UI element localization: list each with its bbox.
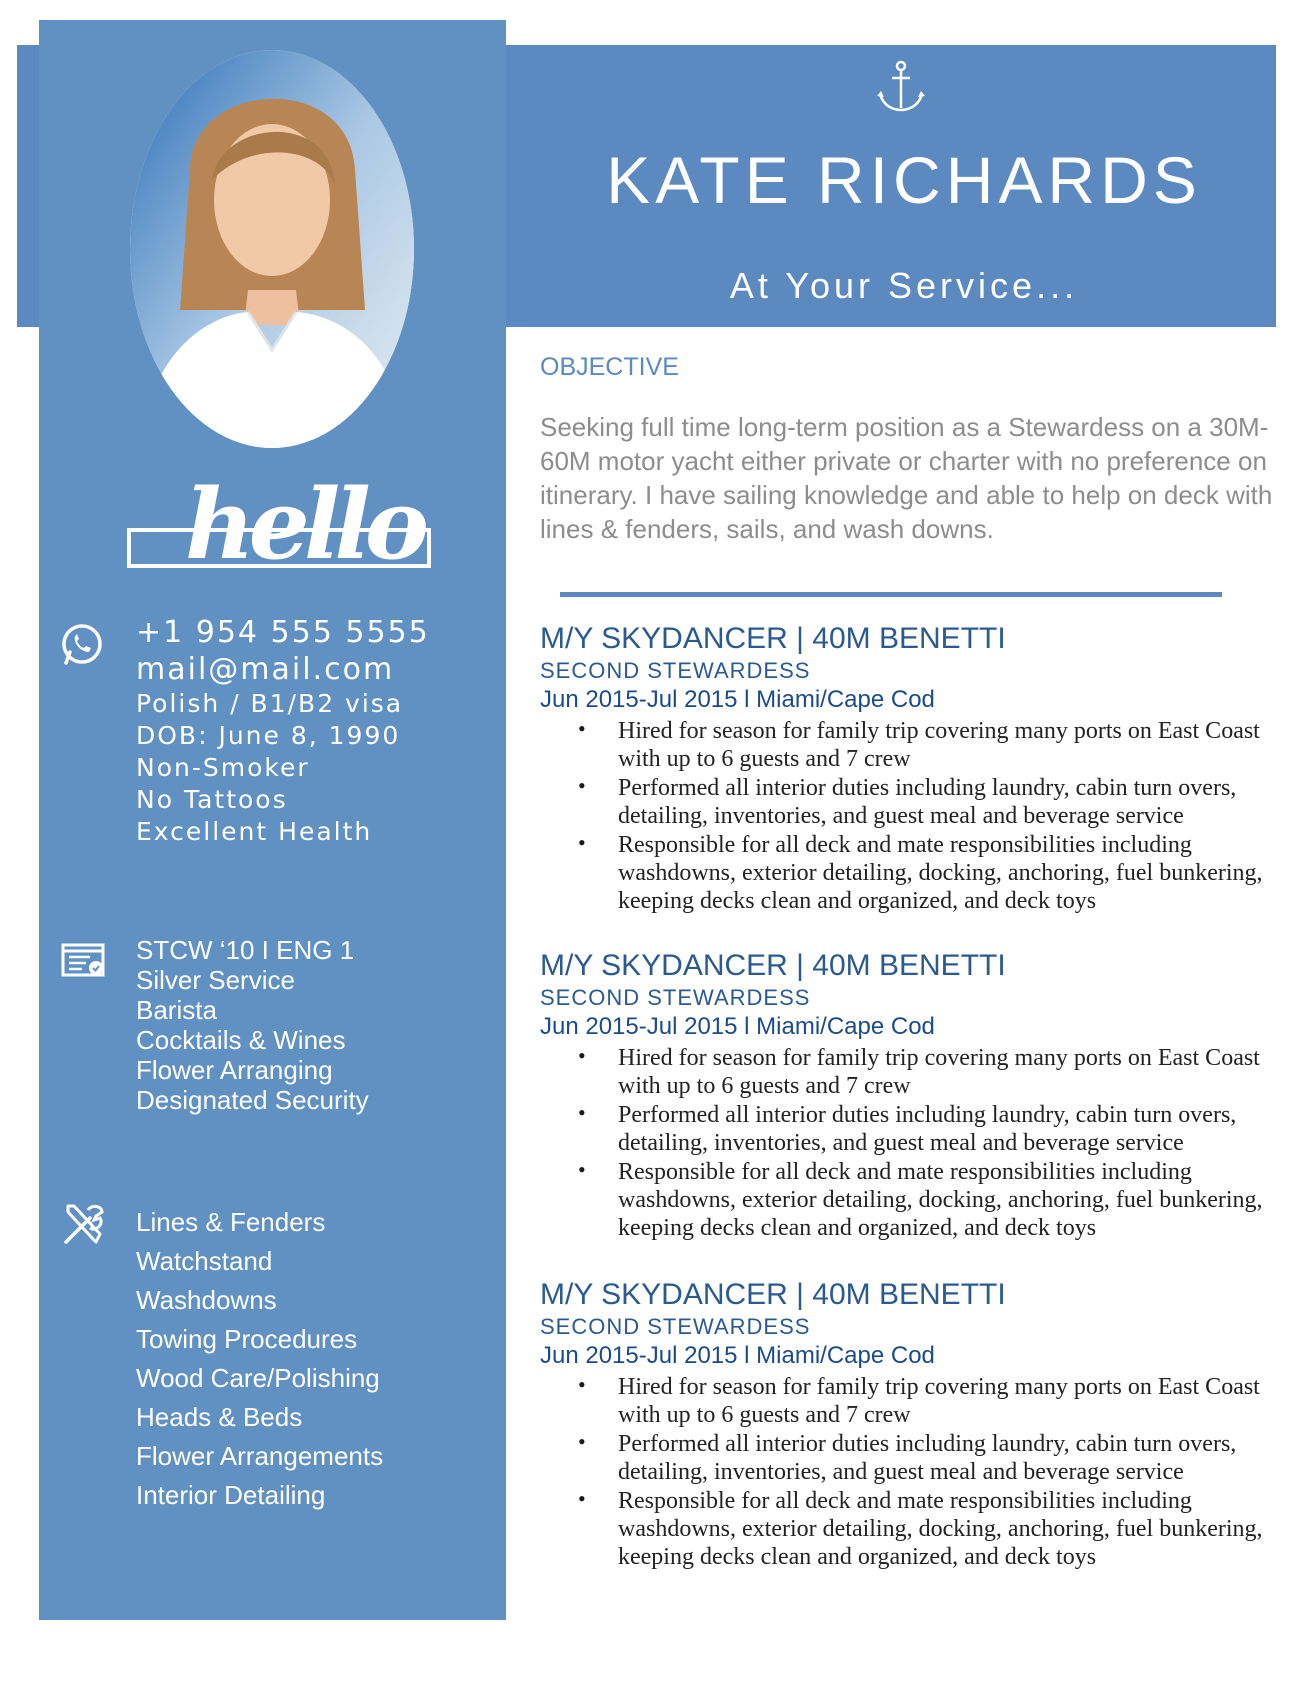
job-dates: Jun 2015-Jul 2015 l Miami/Cape Cod — [540, 1013, 935, 1040]
greeting-script: hello — [185, 468, 423, 581]
duty-item: • Hired for season for family trip covering many ports on East Coast with up to 6 guests and 7 crew — [618, 1044, 1300, 1100]
email-address: mail@mail.com — [136, 652, 395, 687]
vessel-title: M/Y SKYDANCER | 40M BENETTI — [540, 1278, 1006, 1311]
duty-item: • Performed all interior duties including laundry, cabin turn overs, detailing, inventories, and guest meal and beverage service — [618, 1101, 1300, 1157]
experience-entry — [540, 948, 1300, 1243]
job-dates: Jun 2015-Jul 2015 l Miami/Cape Cod — [540, 1342, 935, 1369]
whatsapp-icon — [58, 620, 106, 668]
tools-icon — [60, 1200, 108, 1248]
duty-item: • Responsible for all deck and mate responsibilities including washdowns, exterior detailing, docking, anchoring, fuel bunkering, keeping decks clean and organized, and deck toys — [618, 1158, 1300, 1242]
certification-item: Designated Security — [136, 1085, 369, 1115]
objective-heading: OBJECTIVE — [540, 353, 679, 381]
objective-text: Seeking full time long-term position as a Stewardess on a 30M-60M motor yacht either private or charter with no preference on itinerary. I have sailing knowledge and able to help on deck with lines & fenders, sails, and wash downs. — [540, 412, 1273, 544]
certification-item: Barista — [136, 995, 217, 1025]
duty-item: • Performed all interior duties including laundry, cabin turn overs, detailing, inventories, and guest meal and beverage service — [618, 1430, 1300, 1486]
certification-item: Silver Service — [136, 965, 295, 995]
job-role: SECOND STEWARDESS — [540, 1314, 811, 1339]
anchor-icon — [876, 60, 926, 114]
duty-list — [540, 1044, 1300, 1242]
profile-photo — [130, 50, 414, 448]
job-role: SECOND STEWARDESS — [540, 658, 811, 683]
duty-list — [540, 717, 1300, 915]
skills-list — [136, 1203, 383, 1515]
skill-item: Lines & Fenders — [136, 1207, 326, 1237]
skill-item: Watchstand — [136, 1246, 273, 1276]
certification-item: Flower Arranging — [136, 1055, 333, 1085]
duty-item: • Hired for season for family trip covering many ports on East Coast with up to 6 guests and 7 crew — [618, 1373, 1300, 1429]
duty-list — [540, 1373, 1300, 1571]
skill-item: Heads & Beds — [136, 1402, 303, 1432]
contact-list — [136, 614, 430, 848]
duty-item: • Responsible for all deck and mate responsibilities including washdowns, exterior detailing, docking, anchoring, fuel bunkering, keeping decks clean and organized, and deck toys — [618, 831, 1300, 915]
duty-item: • Hired for season for family trip covering many ports on East Coast with up to 6 guests and 7 crew — [618, 717, 1300, 773]
certificate-icon — [60, 937, 108, 985]
tattoo-status: No Tattoos — [136, 785, 288, 814]
section-divider — [560, 592, 1222, 597]
duty-item: • Responsible for all deck and mate responsibilities including washdowns, exterior detailing, docking, anchoring, fuel bunkering, keeping decks clean and organized, and deck toys — [618, 1487, 1300, 1571]
nationality-visa: Polish / B1/B2 visa — [136, 689, 404, 718]
experience-entry — [540, 1277, 1300, 1572]
certification-list — [136, 935, 369, 1115]
health-status: Excellent Health — [136, 817, 373, 846]
skill-item: Towing Procedures — [136, 1324, 358, 1354]
certification-item: STCW ‘10 I ENG 1 — [136, 935, 355, 965]
phone-number: +1 954 555 5555 — [136, 615, 430, 650]
date-of-birth: DOB: June 8, 1990 — [136, 721, 401, 750]
skill-item: Washdowns — [136, 1285, 277, 1315]
job-dates: Jun 2015-Jul 2015 l Miami/Cape Cod — [540, 686, 935, 713]
certification-item: Cocktails & Wines — [136, 1025, 346, 1055]
tagline: At Your Service... — [729, 265, 1079, 306]
smoking-status: Non-Smoker — [136, 753, 310, 782]
duty-item: • Performed all interior duties including laundry, cabin turn overs, detailing, inventories, and guest meal and beverage service — [618, 774, 1300, 830]
candidate-name: KATE RICHARDS — [606, 143, 1202, 217]
skill-item: Wood Care/Polishing — [136, 1363, 380, 1393]
vessel-title: M/Y SKYDANCER | 40M BENETTI — [540, 949, 1006, 982]
experience-entry — [540, 621, 1300, 916]
skill-item: Interior Detailing — [136, 1480, 326, 1510]
job-role: SECOND STEWARDESS — [540, 985, 811, 1010]
skill-item: Flower Arrangements — [136, 1441, 384, 1471]
vessel-title: M/Y SKYDANCER | 40M BENETTI — [540, 622, 1006, 655]
